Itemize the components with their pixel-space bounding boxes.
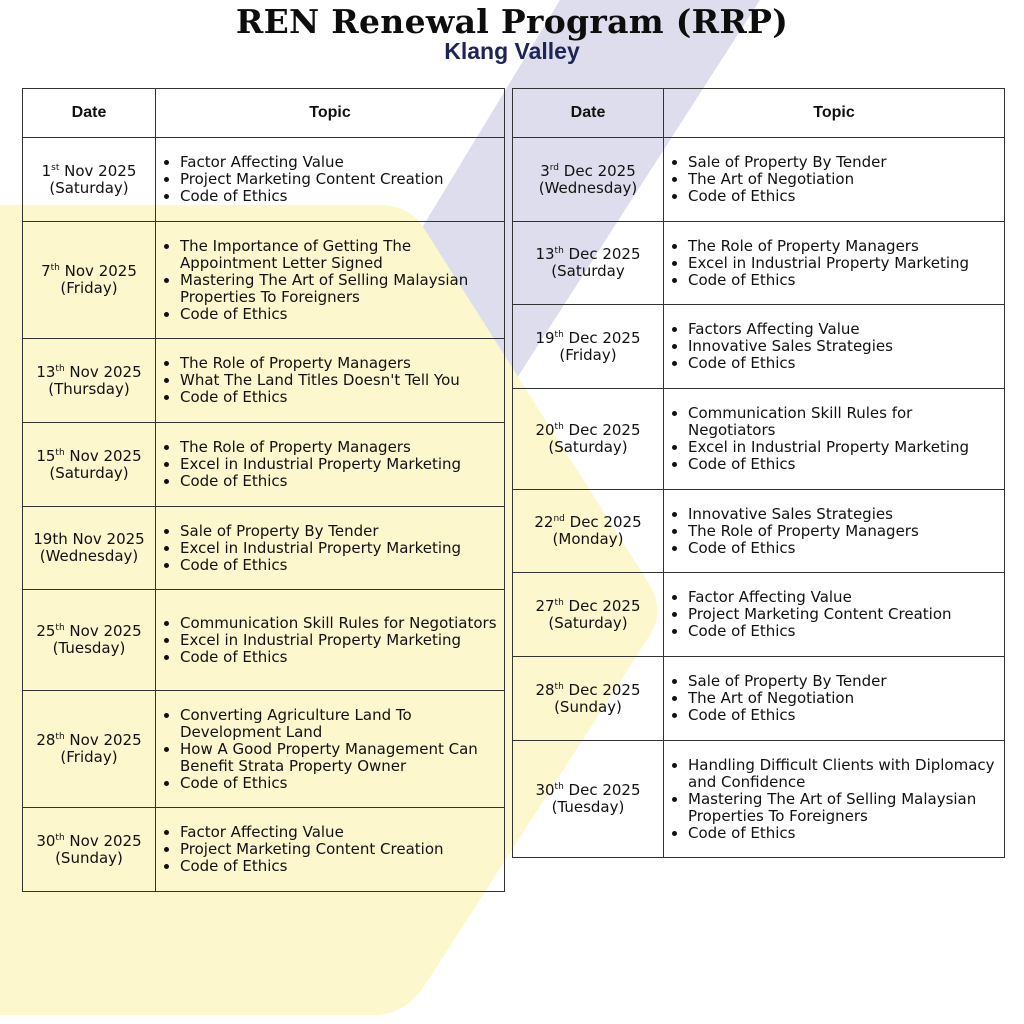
date-day: 3 [540, 161, 550, 180]
date-cell [513, 657, 664, 741]
topic-item: • Sale of Property By Tender [688, 673, 1004, 690]
date-day: 15 [36, 446, 56, 465]
table-row [513, 222, 1005, 305]
topic-item: • Code of Ethics [688, 623, 1004, 640]
topic-item: • The Role of Property Managers [688, 238, 1004, 255]
topic-list [156, 707, 504, 792]
topic-list [156, 615, 504, 666]
november-table-body [23, 138, 505, 892]
date-day: 13 [36, 362, 56, 381]
date-month-year: Nov 2025 [64, 731, 142, 749]
topic-item: • Mastering The Art of Selling Malaysian Properties To Foreigners [688, 791, 1004, 825]
november-schedule-table [22, 88, 505, 892]
date-month-year: Nov 2025 [64, 622, 142, 640]
date-month-year: Dec 2025 [563, 328, 641, 347]
topic-list [664, 589, 1004, 640]
topic-item: • Code of Ethics [688, 355, 1004, 372]
topic-item: • The Role of Property Managers [180, 439, 504, 456]
topic-item: • Mastering The Art of Selling Malaysian Properties To Foreigners [180, 272, 504, 306]
date-cell [23, 590, 156, 691]
topic-cell [156, 590, 505, 691]
date-line [513, 330, 663, 347]
date-month-year: Nov 2025 [64, 831, 142, 850]
date-cell [23, 138, 156, 222]
topic-item: • Project Marketing Content Creation [180, 841, 504, 858]
table-row [23, 691, 505, 808]
topic-cell [664, 490, 1005, 573]
topic-item: • The Art of Negotiation [688, 171, 1004, 188]
date-weekday: (Friday) [559, 345, 617, 364]
page-title: REN Renewal Program (RRP) [235, 2, 789, 41]
topic-item: • Code of Ethics [180, 649, 504, 666]
topic-cell [156, 222, 505, 339]
date-day: 7 [41, 262, 51, 280]
table-header-row [23, 89, 505, 138]
date-ordinal-suffix: th [55, 732, 65, 742]
date-line [23, 263, 155, 280]
date-weekday: (Sunday) [554, 697, 622, 716]
date-cell [513, 138, 664, 222]
date-line [513, 782, 663, 799]
topic-item: • Code of Ethics [180, 306, 504, 323]
topic-list [664, 757, 1004, 842]
date-header: Date [513, 89, 664, 138]
date-month-year: Nov 2025 [64, 446, 142, 465]
topic-cell [664, 573, 1005, 657]
date-weekday: (Tuesday) [551, 798, 625, 816]
date-line [23, 732, 155, 749]
table-row [23, 507, 505, 590]
date-line [23, 163, 155, 180]
topic-cell [664, 741, 1005, 858]
date-weekday: (Saturday) [49, 178, 129, 197]
topic-list [664, 673, 1004, 724]
table-row [513, 138, 1005, 222]
date-month-year: Dec 2025 [563, 781, 641, 799]
topic-item: • Innovative Sales Strategies [688, 506, 1004, 523]
date-cell [23, 339, 156, 423]
date-header: Date [23, 89, 156, 138]
date-weekday: (Saturday) [548, 613, 628, 632]
topic-item: • Code of Ethics [180, 858, 504, 875]
topic-item: • Innovative Sales Strategies [688, 338, 1004, 355]
topic-item: • Converting Agriculture Land To Development Land [180, 707, 504, 741]
topic-list [664, 321, 1004, 372]
date-ordinal-suffix: st [51, 162, 60, 173]
topic-cell [664, 657, 1005, 741]
table-row [23, 138, 505, 222]
topic-item: • Factors Affecting Value [688, 321, 1004, 338]
date-line [513, 682, 663, 699]
topic-item: • Code of Ethics [688, 272, 1004, 289]
topic-item: • Excel in Industrial Property Marketing [180, 456, 504, 473]
date-weekday: (Wednesday) [39, 547, 139, 565]
date-weekday: (Thursday) [48, 379, 130, 398]
topic-cell [156, 691, 505, 808]
date-ordinal-suffix: rd [549, 162, 560, 173]
date-line [23, 833, 155, 850]
date-month-year: Dec 2025 [563, 680, 641, 699]
topic-item: • Excel in Industrial Property Marketing [688, 439, 1004, 456]
table-row [513, 573, 1005, 657]
date-weekday: (Friday) [60, 279, 118, 297]
date-line [23, 448, 155, 465]
date-cell [513, 222, 664, 305]
date-cell [23, 507, 156, 590]
table-row [513, 490, 1005, 573]
topic-cell [156, 339, 505, 423]
date-weekday: (Saturday [551, 262, 625, 280]
topic-item: • Code of Ethics [688, 825, 1004, 842]
date-day: 22 [534, 513, 554, 531]
topic-list [664, 405, 1004, 473]
date-month-year: Dec 2025 [563, 421, 641, 439]
topic-list [156, 824, 504, 875]
date-weekday: (Friday) [60, 748, 118, 766]
topic-list [664, 506, 1004, 557]
topic-header: Topic [156, 89, 505, 138]
date-ordinal-suffix: th [554, 782, 564, 792]
december-schedule-table [512, 88, 1005, 858]
date-line [513, 246, 663, 263]
topic-item: • The Importance of Getting The Appointment Letter Signed [180, 238, 504, 272]
topic-item: • How A Good Property Management Can Benefit Strata Property Owner [180, 741, 504, 775]
date-line [23, 364, 155, 381]
topic-item: • Code of Ethics [180, 188, 504, 205]
topic-list [664, 154, 1004, 205]
topic-list [156, 355, 504, 406]
topic-item: • Sale of Property By Tender [180, 523, 504, 540]
topic-item: • Code of Ethics [688, 188, 1004, 205]
table-row [513, 741, 1005, 858]
table-row [513, 305, 1005, 389]
date-cell [513, 389, 664, 490]
topic-item: • Handling Difficult Clients with Diplomacy and Confidence [688, 757, 1004, 791]
date-day: 27 [535, 596, 555, 615]
date-ordinal-suffix: th [554, 422, 564, 432]
date-ordinal-suffix: th [554, 246, 564, 256]
topic-cell [156, 138, 505, 222]
date-weekday: (Tuesday) [52, 639, 126, 657]
table-row [23, 339, 505, 423]
table-row [23, 423, 505, 507]
date-weekday: (Sunday) [55, 848, 123, 867]
date-ordinal-suffix: th [55, 447, 65, 458]
topic-item: • Code of Ethics [180, 389, 504, 406]
date-weekday: (Monday) [552, 530, 624, 548]
date-day: 19th Nov 2025 [33, 530, 145, 548]
date-line [513, 598, 663, 615]
table-row [513, 389, 1005, 490]
topic-item: • Factor Affecting Value [688, 589, 1004, 606]
topic-item: • Factor Affecting Value [180, 154, 504, 171]
december-table-body [513, 138, 1005, 858]
date-line [513, 163, 663, 180]
date-cell [23, 691, 156, 808]
date-ordinal-suffix: th [55, 832, 65, 843]
topic-cell [664, 389, 1005, 490]
date-month-year: Dec 2025 [563, 596, 641, 615]
date-day: 20 [535, 421, 555, 439]
topic-item: • Code of Ethics [688, 540, 1004, 557]
date-day: 30 [535, 781, 555, 799]
date-ordinal-suffix: th [50, 263, 60, 273]
topic-item: • The Art of Negotiation [688, 690, 1004, 707]
date-ordinal-suffix: nd [553, 514, 565, 524]
topic-item: • Excel in Industrial Property Marketing [180, 540, 504, 557]
date-day: 28 [535, 680, 555, 699]
date-ordinal-suffix: th [554, 329, 564, 340]
date-weekday: (Saturday) [548, 438, 628, 456]
date-day: 28 [36, 731, 56, 749]
date-cell [23, 808, 156, 892]
topic-item: • Communication Skill Rules for Negotiators [688, 405, 1004, 439]
date-day: 13 [535, 245, 555, 263]
topic-item: • Excel in Industrial Property Marketing [688, 255, 1004, 272]
topic-item: • Project Marketing Content Creation [180, 171, 504, 188]
topic-item: • Code of Ethics [688, 707, 1004, 724]
topic-item: • Communication Skill Rules for Negotiators [180, 615, 504, 632]
date-month-year: Dec 2025 [559, 161, 636, 180]
topic-header: Topic [664, 89, 1005, 138]
topic-item: • Excel in Industrial Property Marketing [180, 632, 504, 649]
table-row [23, 808, 505, 892]
topic-cell [664, 222, 1005, 305]
topic-list [156, 154, 504, 205]
topic-item: • Factor Affecting Value [180, 824, 504, 841]
date-cell [23, 222, 156, 339]
date-day: 19 [535, 328, 555, 347]
topic-list [156, 238, 504, 323]
date-line [513, 422, 663, 439]
topic-cell [156, 808, 505, 892]
topic-list [156, 523, 504, 574]
topic-item: • Code of Ethics [688, 456, 1004, 473]
topic-list [664, 238, 1004, 289]
topic-cell [664, 305, 1005, 389]
topic-list [156, 439, 504, 490]
topic-item: • Code of Ethics [180, 557, 504, 574]
date-line [23, 623, 155, 640]
topic-item: • The Role of Property Managers [180, 355, 504, 372]
table-header-row [513, 89, 1005, 138]
date-ordinal-suffix: th [55, 623, 65, 633]
topic-cell [156, 507, 505, 590]
date-ordinal-suffix: th [554, 597, 564, 608]
date-day: 30 [36, 831, 56, 850]
date-month-year: Dec 2025 [563, 245, 641, 263]
page-subtitle: Klang Valley [444, 38, 580, 64]
date-line [513, 514, 663, 531]
topic-cell [664, 138, 1005, 222]
table-row [23, 590, 505, 691]
date-day: 25 [36, 622, 56, 640]
topic-item: • Project Marketing Content Creation [688, 606, 1004, 623]
table-row [513, 657, 1005, 741]
topic-item: • The Role of Property Managers [688, 523, 1004, 540]
topic-item: • Sale of Property By Tender [688, 154, 1004, 171]
date-month-year: Nov 2025 [59, 161, 137, 180]
date-month-year: Nov 2025 [64, 362, 142, 381]
date-month-year: Dec 2025 [564, 513, 642, 531]
date-month-year: Nov 2025 [59, 262, 137, 280]
date-cell [23, 423, 156, 507]
topic-item: • Code of Ethics [180, 473, 504, 490]
date-ordinal-suffix: th [55, 363, 65, 374]
topic-item: • Code of Ethics [180, 775, 504, 792]
topic-cell [156, 423, 505, 507]
date-cell [513, 741, 664, 858]
date-ordinal-suffix: th [554, 681, 564, 692]
date-cell [513, 490, 664, 573]
date-day: 1 [41, 161, 52, 180]
table-row [23, 222, 505, 339]
date-line [23, 531, 155, 548]
date-weekday: (Wednesday) [538, 178, 638, 197]
date-cell [513, 305, 664, 389]
date-cell [513, 573, 664, 657]
topic-item: • What The Land Titles Doesn't Tell You [180, 372, 504, 389]
date-weekday: (Saturday) [49, 463, 129, 482]
